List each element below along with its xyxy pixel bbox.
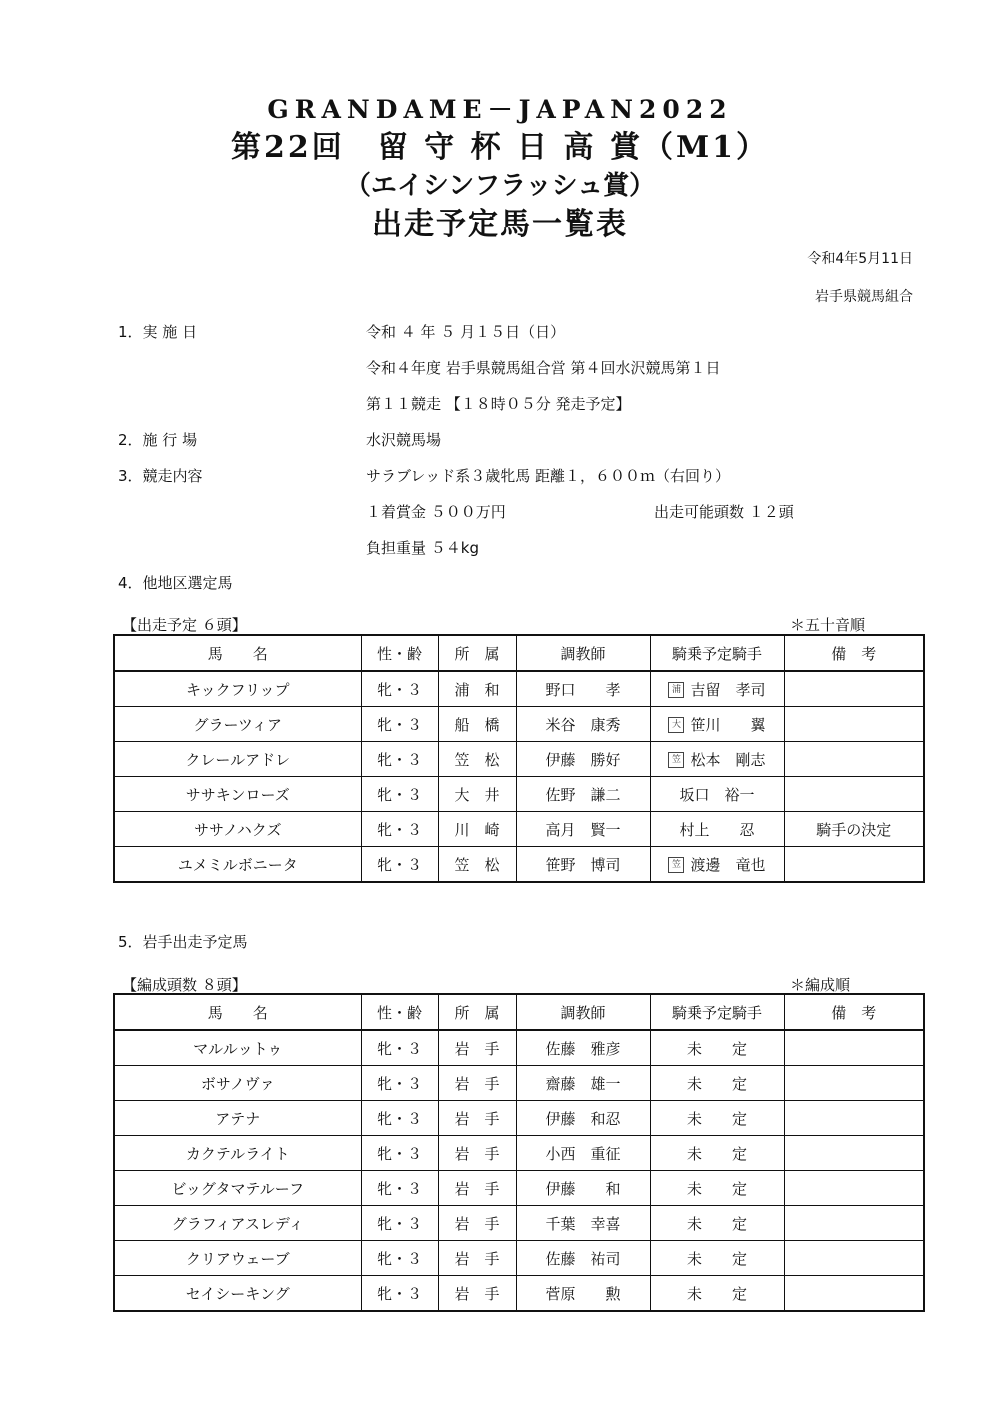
section-3-label: 3．競走内容: [118, 467, 203, 485]
col-horse: 馬 名: [114, 994, 361, 1030]
sex-age: 牝・３: [361, 1136, 438, 1171]
trainer: 伊藤 和忍: [516, 1101, 650, 1136]
jockey: 未 定: [650, 1030, 784, 1066]
section-1-label: 1．実 施 日: [118, 323, 198, 341]
horse-name: キックフリップ: [114, 671, 361, 707]
sex-age: 牝・３: [361, 812, 438, 847]
trainer: 野口 孝: [516, 671, 650, 707]
affiliation: 川 崎: [438, 812, 516, 847]
table-row: [114, 777, 924, 812]
jockey: 未 定: [650, 1241, 784, 1276]
jockey-affiliation-badge: 大: [668, 717, 684, 733]
section-2-label: 2．施 行 場: [118, 431, 198, 449]
jockey: 村上 忍: [650, 812, 784, 847]
horse-name: ビッグタマテルーフ: [114, 1171, 361, 1206]
section-4-label: 4．他地区選定馬: [118, 574, 233, 592]
trainer: 齋藤 雄一: [516, 1066, 650, 1101]
table-row: [114, 1276, 924, 1312]
table-row: [114, 1241, 924, 1276]
jockey: 未 定: [650, 1171, 784, 1206]
horse-name: カクテルライト: [114, 1136, 361, 1171]
notes: [784, 1136, 924, 1171]
table2-order-note: ＊編成順: [790, 976, 851, 994]
venue: 水沢競馬場: [366, 431, 442, 449]
trainer: 伊藤 和: [516, 1171, 650, 1206]
trainer: 笹野 博司: [516, 847, 650, 883]
col-trainer: 調教師: [516, 635, 650, 671]
issue-date: 令和4年5月11日: [807, 251, 913, 267]
affiliation: 岩 手: [438, 1136, 516, 1171]
col-notes: 備 考: [784, 635, 924, 671]
table-row: [114, 812, 924, 847]
table-row: [114, 671, 924, 707]
jockey: [650, 671, 784, 707]
sex-age: 牝・３: [361, 1241, 438, 1276]
col-affiliation: 所 属: [438, 635, 516, 671]
affiliation: 岩 手: [438, 1206, 516, 1241]
max-runners: 出走可能頭数 １２頭: [654, 503, 794, 521]
trainer: 千葉 幸喜: [516, 1206, 650, 1241]
horse-name: グラフィアスレディ: [114, 1206, 361, 1241]
affiliation: 大 井: [438, 777, 516, 812]
affiliation: 岩 手: [438, 1101, 516, 1136]
document-title: [0, 92, 1000, 246]
trainer: 小西 重征: [516, 1136, 650, 1171]
sex-age: 牝・３: [361, 707, 438, 742]
meeting-info: 令和４年度 岩手県競馬組合営 第４回水沢競馬第１日: [366, 359, 721, 377]
affiliation: 笠 松: [438, 847, 516, 883]
horse-name: ユメミルボニータ: [114, 847, 361, 883]
affiliation: 岩 手: [438, 1241, 516, 1276]
jockey: 未 定: [650, 1066, 784, 1101]
table2-caption: 【編成頭数 ８頭】: [122, 976, 247, 994]
notes: [784, 847, 924, 883]
sex-age: 牝・３: [361, 1030, 438, 1066]
col-sex-age: 性・齢: [361, 635, 438, 671]
sex-age: 牝・３: [361, 671, 438, 707]
affiliation: 岩 手: [438, 1171, 516, 1206]
trainer: 米谷 康秀: [516, 707, 650, 742]
table-row: [114, 1030, 924, 1066]
horse-name: ササノハクズ: [114, 812, 361, 847]
sponsor-title: （エイシンフラッシュ賞）: [344, 171, 656, 201]
horse-name: ボサノヴァ: [114, 1066, 361, 1101]
notes: [784, 1030, 924, 1066]
jockey: [650, 707, 784, 742]
jockey: 坂口 裕一: [650, 777, 784, 812]
notes: [784, 671, 924, 707]
other-region-horses-table: [113, 634, 925, 883]
sex-age: 牝・３: [361, 1171, 438, 1206]
table-row: [114, 1171, 924, 1206]
col-notes: 備 考: [784, 994, 924, 1030]
affiliation: 笠 松: [438, 742, 516, 777]
trainer: 佐藤 祐司: [516, 1241, 650, 1276]
table-row: [114, 1206, 924, 1241]
jockey: 未 定: [650, 1206, 784, 1241]
race-date: 令和 ４ 年 ５ 月１５日（日）: [366, 323, 566, 341]
notes: [784, 1276, 924, 1312]
jockey: [650, 847, 784, 883]
affiliation: 岩 手: [438, 1066, 516, 1101]
table1-caption: 【出走予定 ６頭】: [122, 616, 247, 634]
trainer: 佐野 謙二: [516, 777, 650, 812]
notes: [784, 1206, 924, 1241]
sex-age: 牝・３: [361, 1206, 438, 1241]
issuer-name: 岩手県競馬組合: [815, 289, 913, 305]
notes: 騎手の決定: [784, 812, 924, 847]
iwate-horses-table: [113, 993, 925, 1312]
weight-carried: 負担重量 ５４kg: [366, 539, 479, 557]
sex-age: 牝・３: [361, 847, 438, 883]
table1-order-note: ＊五十音順: [790, 616, 866, 634]
sex-age: 牝・３: [361, 1066, 438, 1101]
col-jockey: 騎乗予定騎手: [650, 635, 784, 671]
notes: [784, 777, 924, 812]
col-horse: 馬 名: [114, 635, 361, 671]
table-row: [114, 742, 924, 777]
race-title: 第22回 留 守 杯 日 高 賞（M1）: [230, 130, 770, 165]
jockey-name: 松本 剛志: [690, 750, 766, 769]
notes: [784, 1066, 924, 1101]
sex-age: 牝・３: [361, 742, 438, 777]
jockey-name: 渡邊 竜也: [690, 855, 766, 874]
affiliation: 船 橋: [438, 707, 516, 742]
affiliation: 浦 和: [438, 671, 516, 707]
section-5-label: 5．岩手出走予定馬: [118, 933, 248, 951]
notes: [784, 1101, 924, 1136]
sex-age: 牝・３: [361, 1101, 438, 1136]
jockey: 未 定: [650, 1276, 784, 1312]
trainer: 佐藤 雅彦: [516, 1030, 650, 1066]
notes: [784, 707, 924, 742]
trainer: 菅原 勲: [516, 1276, 650, 1312]
race-conditions: サラブレッド系３歳牝馬 距離１，６００ｍ（右回り）: [366, 467, 731, 485]
notes: [784, 1241, 924, 1276]
col-sex-age: 性・齢: [361, 994, 438, 1030]
horse-name: グラーツィア: [114, 707, 361, 742]
jockey: 未 定: [650, 1101, 784, 1136]
table-row: [114, 1101, 924, 1136]
sex-age: 牝・３: [361, 1276, 438, 1312]
series-title: GRANDAME－JAPAN2022: [267, 95, 733, 124]
race-number-time: 第１１競走 【１８時０５分 発走予定】: [366, 395, 631, 413]
jockey-name: 笹川 翼: [690, 715, 766, 734]
prize-money: １着賞金 ５００万円: [366, 503, 506, 521]
table-header-row: [114, 635, 924, 671]
jockey-affiliation-badge: 浦: [668, 682, 684, 698]
horse-name: マルルットゥ: [114, 1030, 361, 1066]
horse-name: クリアウェーブ: [114, 1241, 361, 1276]
horse-name: セイシーキング: [114, 1276, 361, 1312]
affiliation: 岩 手: [438, 1276, 516, 1312]
horse-name: クレールアドレ: [114, 742, 361, 777]
col-jockey: 騎乗予定騎手: [650, 994, 784, 1030]
jockey-affiliation-badge: 笠: [668, 857, 684, 873]
trainer: 伊藤 勝好: [516, 742, 650, 777]
horse-name: ササキンローズ: [114, 777, 361, 812]
col-trainer: 調教師: [516, 994, 650, 1030]
col-affiliation: 所 属: [438, 994, 516, 1030]
horse-name: アテナ: [114, 1101, 361, 1136]
jockey: 未 定: [650, 1136, 784, 1171]
notes: [784, 742, 924, 777]
sex-age: 牝・３: [361, 777, 438, 812]
table-row: [114, 847, 924, 883]
jockey: [650, 742, 784, 777]
table-row: [114, 1136, 924, 1171]
list-title: 出走予定馬一覧表: [372, 207, 628, 242]
jockey-name: 吉留 孝司: [690, 680, 766, 699]
affiliation: 岩 手: [438, 1030, 516, 1066]
table-row: [114, 1066, 924, 1101]
table-header-row: [114, 994, 924, 1030]
jockey-affiliation-badge: 笠: [668, 752, 684, 768]
trainer: 高月 賢一: [516, 812, 650, 847]
table-row: [114, 707, 924, 742]
notes: [784, 1171, 924, 1206]
